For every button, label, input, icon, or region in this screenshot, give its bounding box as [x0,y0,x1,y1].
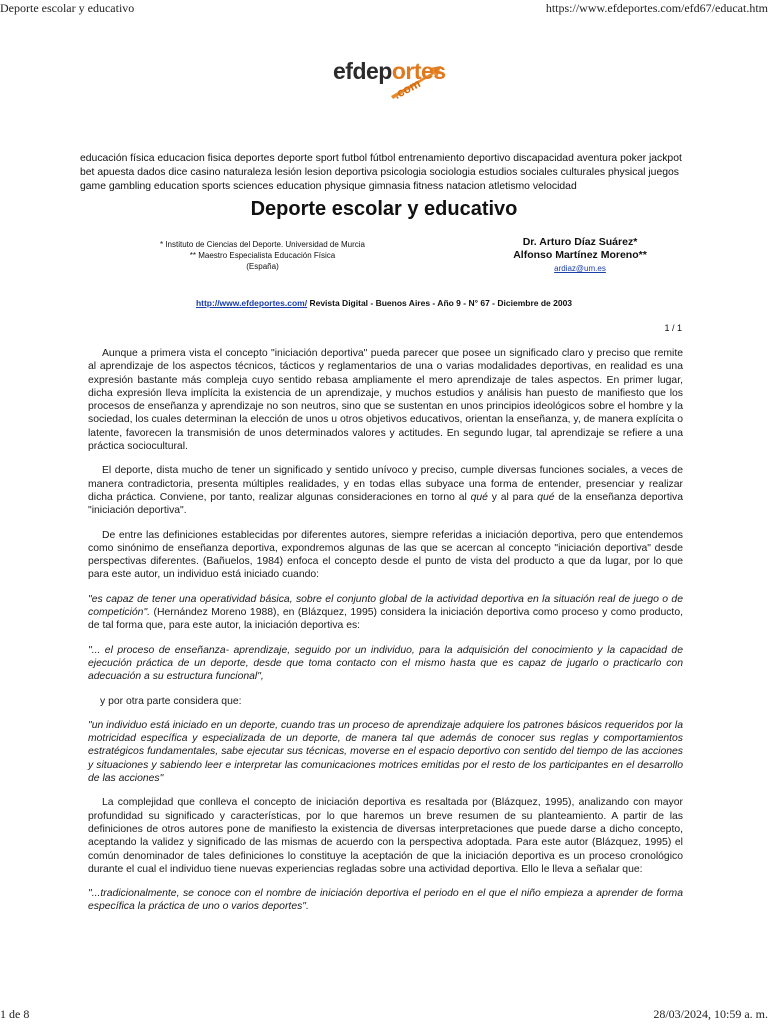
affiliation-1: * Instituto de Ciencias del Deporte. Universidad de Murcia [160,240,365,249]
quote-1-italic: "es capaz de tener una operatividad básica, sobre el conjunto global de la actividad deportiva en la situación real de juego o de competición". [88,593,683,619]
author-email-link[interactable]: ardiaz@um.es [554,264,606,273]
paragraph-2 [88,464,683,517]
paragraph-2-part-a: El deporte, dista mucho de tener un significado y sentido unívoco y preciso, cumple diversas funciones sociales, a veces de manera contradictoria, presenta múltiples realidades, y en todas ellas subyace una forma de entender, presenciar y realizar dicha práctica. Conviene, por tanto, realizar algunas consideraciones en torno al [88,465,683,503]
publication-text: Revista Digital - Buenos Aires - Año 9 - N° 67 - [307,298,498,308]
affiliation-2: ** Maestro Especialista Educación Física [189,251,336,260]
quote-2: "... el proceso de enseñanza- aprendizaje, seguido por un individuo, para la adquisición del conocimiento y la capacidad de ejecución práctica de un deporte, desde que toma contacto con el mismo hasta que es capaz de jugarlo o practicarlo con adecuación a su estructura funcional", [88,644,683,683]
quote-1-normal: (Hernández Moreno 1988), en (Blázquez, 1995) considera la iniciación deportiva como proceso y como producto, de tal forma que, para este autor, la iniciación deportiva es: [88,607,683,632]
logo-text-com: .com [391,76,423,102]
article-title: Deporte escolar y educativo [250,198,518,220]
paragraph-3: De entre las definiciones establecidas por diferentes autores, siempre referidas a iniciación deportiva, pero que entendemos como sinónimo de enseñanza deportiva, expondremos algunas de las que se acercan al concepto "iniciación deportiva" desde perspectivas diferentes. (Bañuelos, 1984) enfoca el concepto desde el punto de vista del producto a que da lugar, por lo que para este autor, un individuo está iniciado cuando: [88,529,683,581]
paragraph-2-part-c: de la enseñanza deportiva "iniciación deportiva". [88,491,683,517]
print-header-url: https://www.efdeportes.com/efd67/educat.htm [545,1,768,15]
logo-text-main: efdep [333,58,392,84]
quote-3: "un individuo está iniciado en un deporte, cuando tras un proceso de aprendizaje adquiere los patrones básicos requeridos por la motricidad específica y especializada de un deporte, de manera tal que además de conocer sus reglas y comportamientos estratégicos fundamentales, sabe ejecutar sus técnicas, moverse en el espacio deportivo con sentido del tiempo de las acciones y situaciones y sabiendo leer e interpretar las comunicaciones motrices emitidas por el resto de los participantes en el desarrollo de las acciones" [88,719,683,785]
paragraph-1: Aunque a primera vista el concepto "iniciación deportiva" pueda parecer que posee un significado claro y preciso que remite al aprendizaje de los aspectos técnicos, tácticos y reglamentarios de una o varias modalidades deportivas, en realidad es una expresión bastante más compleja cuyo sentido rebasa ampliamente el mero aprendizaje de tales aspectos. En primer lugar, dicha expresión lleva implícita la existencia de un aprendizaje, y muchos estudios y análisis han puesto de manifiesto que los procesos de enseñanza y aprendizaje no son neutros, sino que se sustentan en unos principios ideológicos sobre el hombre y la sociedad, los cuales determinan la elección de unos u otros objetivos educativos, orientan la enseñanza, y, de manera explícita o latente, favorecen la transmisión de unos determinados valores y actitudes. En segundo lugar, tal aprendizaje se refiere a una práctica sociocultural. [88,348,683,453]
paragraph-2-emphasis-1: qué [470,491,488,503]
quote-1 [88,593,683,633]
publication-date: Diciembre de 2003 [497,298,573,308]
logo-text-accent: ortes [391,58,446,84]
paragraph-5: La complejidad que conlleva el concepto de iniciación deportiva es resaltada por (Blázquez, 1995), analizando con mayor profundidad su significado y características, por lo que haremos un breve resumen de su planteamiento. A partir de las definiciones de otros autores pone de manifiesto la existencia de diversas interpretaciones que puede darse a dicho concepto, aceptando la validez y significado de las mismas de acuerdo con la perspectiva adoptada. Para este autor (Blázquez, 1995) el común denominador de tales definiciones lo constituye la aceptación de que la iniciación deportiva es un proceso cronológico durante el cual el individuo tiene nuevas experiencias regladas sobre una actividad deportiva. Ello le lleva a señalar que: [88,797,683,875]
print-header [0,0,768,18]
publication-line [0,298,768,308]
author-2: Alfonso Martínez Moreno** [513,249,647,261]
page-indicator: 1 / 1 [664,323,682,333]
efdeportes-logo[interactable] [333,52,446,104]
author-1: Dr. Arturo Díaz Suárez* [522,236,638,248]
print-footer-datetime: 28/03/2024, 10:59 a. m. [653,1007,768,1021]
affiliations [150,239,375,272]
keywords-block: educación física educacion fisica deportes deporte sport futbol fútbol entrenamiento deportivo discapacidad aventura poker jackpot bet apuesta dados dice casino naturaleza lesión lesion deportiva psicologia sociologia estudios sociales culturales physical juegos game gambling education sports sciences education physique gimnasia fitness natacion atletismo velocidad [80,153,682,192]
article-body [88,347,683,925]
print-footer [0,1006,768,1024]
logo-wordmark [333,58,446,85]
paragraph-4: y por otra parte considera que: [100,695,242,707]
quote-4: "...tradicionalmente, se conoce con el nombre de iniciación deportiva el periodo en el que el niño empieza a aprender de forma específica la práctica de uno o varios deportes". [88,888,683,913]
paragraph-2-emphasis-2: qué [537,491,555,503]
paragraph-2-part-b: y al para [487,491,538,503]
authors [480,236,680,275]
publication-url-link[interactable]: http://www.efdeportes.com/ [195,298,308,308]
print-header-title: Deporte escolar y educativo [0,1,135,15]
print-footer-page: 1 de 8 [0,1007,30,1021]
affiliation-3: (España) [246,262,279,271]
